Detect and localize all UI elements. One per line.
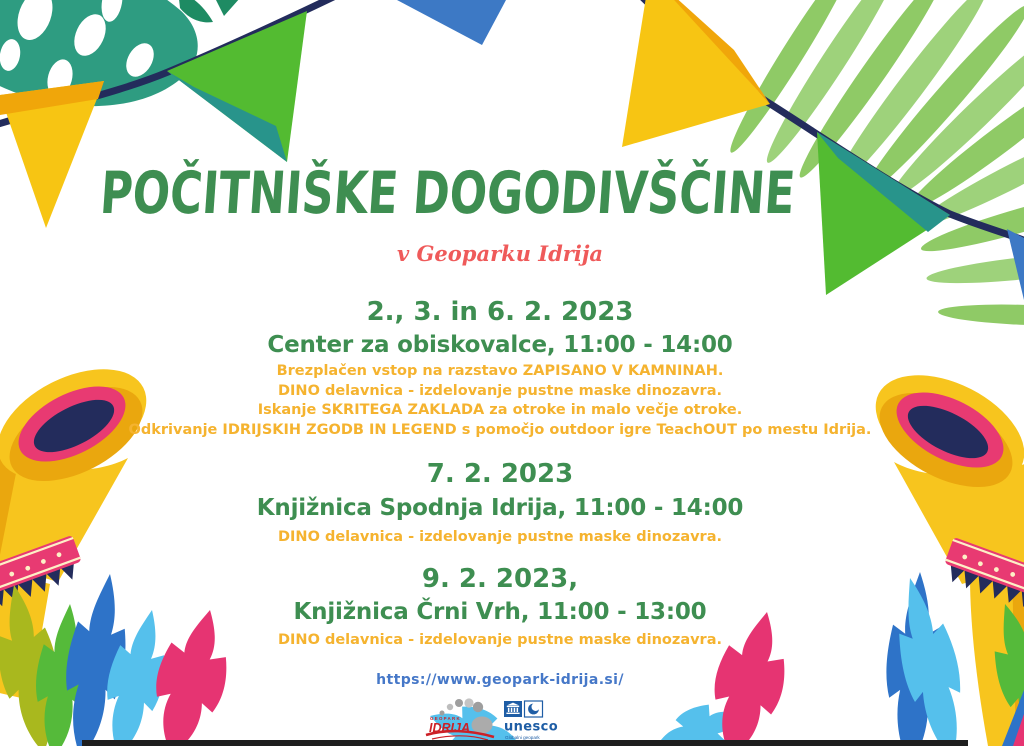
event-detail-line: Odkrivanje IDRIJSKIH ZGODB IN LEGEND s pomočjo outdoor igre TeachOUT po mestu Idrija. — [128, 421, 872, 438]
event-2-date: 7. 2. 2023 — [426, 459, 574, 489]
event-detail-line: Iskanje SKRITEGA ZAKLADA za otroke in malo večje otroke. — [257, 402, 743, 418]
event-2-details — [0, 528, 1000, 548]
geopark-logo-top-label: GEOPARK — [430, 716, 461, 721]
event-3-location: Knjižnica Črni Vrh, 11:00 - 13:00 — [293, 599, 707, 625]
unesco-logo-tagline: Globalni geopark — [505, 735, 540, 740]
feathers-bottom-right-illustration — [644, 571, 1024, 746]
event-detail-line: Brezplačen vstop na razstavo ZAPISANO V KAMNINAH. — [276, 363, 724, 379]
event-2-location: Knjižnica Spodnja Idrija, 11:00 - 14:00 — [256, 495, 744, 521]
unesco-logo — [502, 699, 566, 746]
event-1-details — [0, 362, 1000, 440]
poster-subtitle: v Geoparku Idrija — [396, 241, 604, 266]
unesco-logo-name: unesco — [504, 719, 559, 735]
geopark-stone-icon — [472, 717, 493, 734]
event-detail-line: DINO delavnica - izdelovanje pustne maske dinozavra. — [278, 382, 722, 399]
bunting-flag-blue-center — [397, 0, 506, 45]
event-3-date: 9. 2. 2023, — [421, 564, 579, 594]
event-3-details — [0, 631, 1000, 651]
geopark-idrija-logo — [422, 696, 498, 746]
event-detail-line: DINO delavnica - izdelovanje pustne maske dinozavra. — [278, 632, 722, 648]
geopark-logo-name: IDRIJA — [429, 721, 470, 735]
poster-title: POČITNIŠKE DOGODIVŠČINE — [98, 160, 798, 228]
bottom-bar — [82, 740, 968, 746]
event-detail-line: DINO delavnica - izdelovanje pustne maske dinozavra. — [278, 529, 722, 545]
website-link[interactable]: https://www.geopark-idrija.si/ — [376, 672, 624, 688]
event-1-date: 2., 3. in 6. 2. 2023 — [366, 297, 634, 327]
event-1-location: Center za obiskovalce, 11:00 - 14:00 — [267, 332, 733, 358]
